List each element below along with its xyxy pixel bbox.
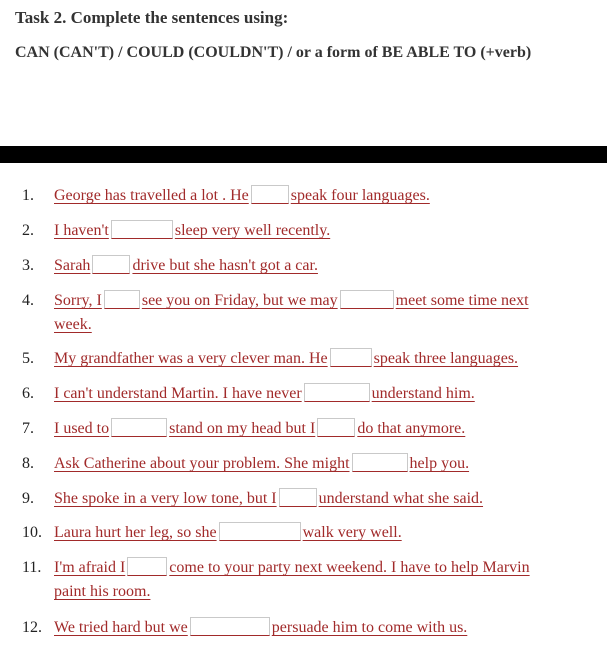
exercise-number: 12. — [22, 619, 42, 636]
sentence-fragment: come to your party next weekend. I have to help Marvin — [169, 559, 530, 576]
answer-blank-field[interactable] — [92, 255, 130, 274]
sentence-fragment: speak four languages. — [290, 187, 430, 204]
exercise-number: 4. — [22, 292, 34, 309]
answer-blank-field[interactable] — [251, 185, 289, 204]
sentence-fragment: George has travelled a lot . He — [54, 187, 249, 204]
sentence-fragment: do that anymore. — [357, 420, 466, 437]
sentence-fragment: We tried hard but we — [54, 619, 188, 636]
exercise-sentence — [54, 289, 529, 313]
answer-blank-field[interactable] — [330, 348, 372, 367]
exercise-sentence — [54, 556, 530, 580]
answer-blank-field[interactable] — [352, 453, 408, 472]
sentence-fragment: understand what she said. — [318, 490, 484, 507]
sentence-fragment: I'm afraid I — [54, 559, 126, 576]
task-title: Task 2. Complete the sentences using: — [15, 8, 289, 27]
exercise-number: 5. — [22, 350, 34, 367]
exercise-sentence — [54, 347, 518, 371]
exercise-number: 11. — [22, 559, 42, 576]
exercise-sentence — [54, 219, 330, 243]
sentence-fragment: persuade him to come with us. — [271, 619, 468, 636]
sentence-fragment: stand on my head but I — [169, 420, 316, 437]
answer-blank-field[interactable] — [317, 418, 355, 437]
answer-blank-field[interactable] — [104, 290, 140, 309]
exercise-number: 6. — [22, 385, 34, 402]
sentence-fragment: drive but she hasn't got a car. — [132, 257, 318, 274]
sentence-fragment: I used to — [54, 420, 110, 437]
answer-blank-field[interactable] — [111, 220, 173, 239]
sentence-fragment: meet some time next — [395, 292, 529, 309]
exercise-sentence — [54, 184, 430, 208]
sentence-fragment: see you on Friday, but we may — [141, 292, 338, 309]
answer-blank-field[interactable] — [111, 418, 167, 437]
answer-blank-field[interactable] — [219, 522, 301, 541]
exercise-sentence — [54, 254, 318, 278]
exercise-number: 1. — [22, 187, 34, 204]
exercise-number: 3. — [22, 257, 34, 274]
exercise-sentence — [54, 452, 469, 476]
task-instructions: CAN (CAN'T) / COULD (COULDN'T) / or a form of BE ABLE TO (+verb) — [15, 44, 532, 61]
sentence-fragment: My grandfather was a very clever man. He — [54, 350, 328, 367]
sentence-fragment: I can't understand Martin. I have never — [54, 385, 302, 402]
sentence-fragment: Laura hurt her leg, so she — [54, 524, 217, 541]
exercise-number: 2. — [22, 222, 34, 239]
sentence-fragment: Sarah — [54, 257, 91, 274]
exercise-number: 7. — [22, 420, 34, 437]
answer-blank-field[interactable] — [304, 383, 370, 402]
sentence-fragment: She spoke in a very low tone, but I — [54, 490, 277, 507]
sentence-fragment: Ask Catherine about your problem. She might — [54, 455, 350, 472]
sentence-fragment: speak three languages. — [373, 350, 519, 367]
sentence-continuation: paint his room. — [54, 583, 151, 600]
sentence-fragment: help you. — [409, 455, 470, 472]
sentence-fragment: Sorry, I — [54, 292, 102, 309]
answer-blank-field[interactable] — [190, 617, 270, 636]
answer-blank-field[interactable] — [279, 488, 317, 507]
exercise-sentence — [54, 382, 475, 406]
exercise-sentence — [54, 487, 483, 511]
answer-blank-field[interactable] — [340, 290, 394, 309]
exercise-number: 9. — [22, 490, 34, 507]
answer-blank-field[interactable] — [127, 557, 167, 576]
sentence-fragment: sleep very well recently. — [174, 222, 331, 239]
sentence-fragment: I haven't — [54, 222, 109, 239]
exercise-number: 10. — [22, 524, 42, 541]
exercise-sentence — [54, 616, 467, 640]
sentence-fragment: understand him. — [371, 385, 475, 402]
exercise-sentence — [54, 417, 465, 441]
sentence-continuation: week. — [54, 316, 92, 333]
sentence-fragment: walk very well. — [302, 524, 402, 541]
exercise-number: 8. — [22, 455, 34, 472]
exercise-sentence — [54, 521, 402, 545]
